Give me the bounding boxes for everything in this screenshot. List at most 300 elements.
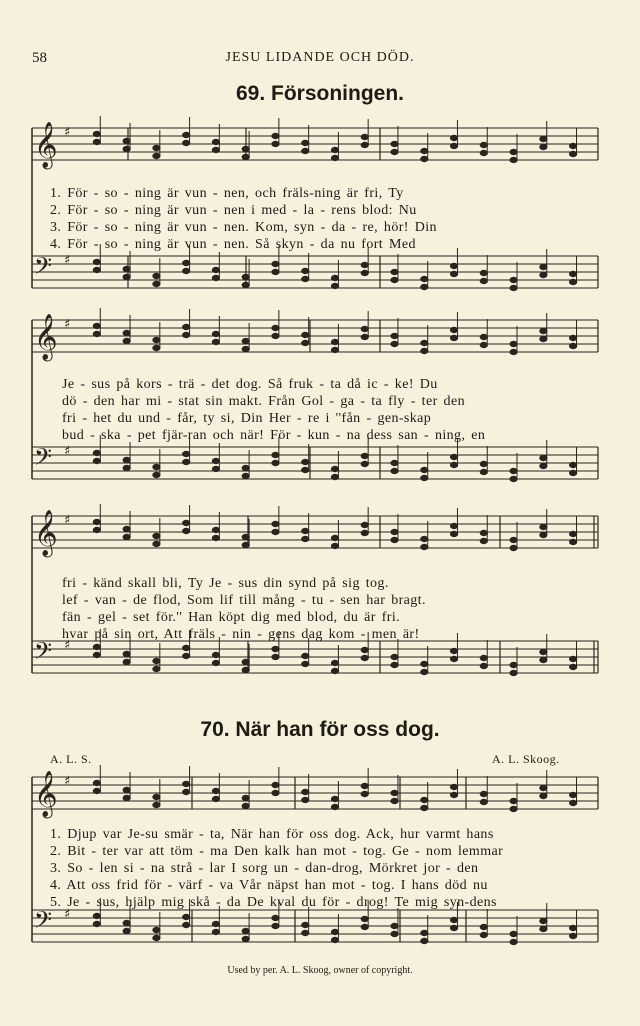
- h69-s2-bass-notehead: [153, 464, 160, 469]
- h70-s1-bass-notehead: [302, 930, 309, 935]
- h69-s3-treble-notehead: [361, 522, 368, 527]
- lyric-line: dö - den har mi - stat sin makt. Från Gol - ga - ta fly - ter den: [62, 394, 465, 409]
- h70-s1-bass-notehead: [361, 924, 368, 929]
- h70-s1-bass-notehead: [123, 928, 130, 933]
- h69-s2-bass-notehead: [123, 457, 130, 462]
- h69-s2-bass-notehead: [510, 468, 517, 473]
- h70-s1-bass-notehead: [212, 921, 219, 926]
- lyric-line: 3. För - so - ning är vun - nen. Kom, syn - da - re, hör! Din: [50, 220, 437, 235]
- h69-s2-treble-notehead: [183, 324, 190, 329]
- lyric-line: fri - känd skall bli, Ty Je - sus din synd på sig tog.: [62, 576, 389, 591]
- h69-s1-treble-notehead: [123, 138, 130, 143]
- h70-s1-treble-notehead: [361, 791, 368, 796]
- h69-s1-treble-notehead: [510, 157, 517, 162]
- hymn-70-composer: A. L. Skoog.: [492, 752, 560, 766]
- h69-s2-bass-notehead: [570, 462, 577, 467]
- h70-s1-treble-notehead: [421, 805, 428, 810]
- hymn-69-system-1-lyrics: [50, 185, 598, 253]
- h70-s1-treble-notehead: [421, 797, 428, 802]
- h69-s2-treble-notehead: [421, 348, 428, 353]
- h69-s1-bass-notehead: [540, 264, 547, 269]
- h69-s3-bass-notehead: [331, 668, 338, 673]
- h70-s1-treble-notehead: [242, 803, 249, 808]
- h69-s3-bass-notehead: [183, 653, 190, 658]
- h69-s1-bass-notehead: [331, 283, 338, 288]
- h69-s3-bass-notehead: [331, 660, 338, 665]
- h69-s2-treble-notehead: [123, 338, 130, 343]
- h69-s2-bass-notehead: [391, 460, 398, 465]
- h69-s2-bass-notehead: [153, 472, 160, 477]
- h69-s2-treble-notehead: [540, 336, 547, 341]
- h70-s1-treble-notehead: [272, 782, 279, 787]
- h69-s1-bass-notehead: [331, 275, 338, 280]
- h69-s1-treble-notehead: [242, 154, 249, 159]
- h69-s3-bass-notehead: [123, 659, 130, 664]
- h69-s2-bass-notehead: [540, 463, 547, 468]
- h69-s2-treble-notehead: [212, 331, 219, 336]
- h69-s3-bass-notehead: [242, 659, 249, 664]
- h70-s1-bass-notehead: [93, 921, 100, 926]
- h69-s1-treble-notehead: [183, 140, 190, 145]
- h69-s3-treble-notehead: [272, 529, 279, 534]
- h69-s1-treble-notehead: [242, 146, 249, 151]
- h70-s1-bass-notehead: [331, 929, 338, 934]
- h69-s3-bass-notehead: [242, 667, 249, 672]
- h70-s1-bass-notehead: [570, 925, 577, 930]
- h70-s1-treble-notehead: [570, 792, 577, 797]
- h69-s2-treble-notehead: [153, 345, 160, 350]
- h69-s1-treble-notehead: [272, 141, 279, 146]
- h70-s1-bass-notehead: [540, 926, 547, 931]
- h69-s1-treble-notehead: [123, 146, 130, 151]
- h70-s1-bass-notehead: [302, 922, 309, 927]
- h69-s2-treble-notehead: [510, 341, 517, 346]
- h70-s1-bass-notehead: [153, 927, 160, 932]
- h70-s1-bass-notehead: [450, 917, 457, 922]
- treble-clef-icon: 𝄞: [34, 314, 58, 360]
- h69-s3-treble-notehead: [480, 538, 487, 543]
- h69-s1-bass-notehead: [93, 259, 100, 264]
- h69-s3-bass-notehead: [123, 651, 130, 656]
- h69-s3-treble-notehead: [361, 530, 368, 535]
- h69-s1-treble-notehead: [302, 140, 309, 145]
- h69-s2-bass-notehead: [123, 465, 130, 470]
- h69-s2-treble-notehead: [272, 333, 279, 338]
- h69-s1-bass-notehead: [242, 274, 249, 279]
- h69-s1-bass-notehead: [510, 285, 517, 290]
- hymn-69-system-2-lyrics: [62, 376, 610, 444]
- h69-s2-bass-notehead: [421, 467, 428, 472]
- h69-s2-treble-notehead: [302, 332, 309, 337]
- h69-s3-treble-notehead: [480, 530, 487, 535]
- h69-s2-bass-notehead: [93, 450, 100, 455]
- h69-s2-bass-notehead: [480, 461, 487, 466]
- h69-s2-treble-notehead: [361, 334, 368, 339]
- h70-s1-treble-notehead: [480, 799, 487, 804]
- h69-s1-bass-notehead: [123, 274, 130, 279]
- h69-s2-bass-notehead: [570, 470, 577, 475]
- h70-s1-bass-notehead: [242, 936, 249, 941]
- h69-s2-bass-notehead: [302, 467, 309, 472]
- h70-s1-bass-notehead: [183, 914, 190, 919]
- h69-s1-bass-notehead: [570, 271, 577, 276]
- h69-s2-treble-notehead: [302, 340, 309, 345]
- bass-clef-icon: 𝄢: [34, 252, 53, 285]
- h70-s1-treble-notehead: [93, 780, 100, 785]
- h69-s3-treble-notehead: [153, 533, 160, 538]
- h69-s3-treble-notehead: [421, 544, 428, 549]
- h69-s2-treble-notehead: [331, 339, 338, 344]
- h69-s1-bass-notehead: [183, 260, 190, 265]
- h70-s1-treble-notehead: [510, 798, 517, 803]
- h69-s2-bass-notehead: [331, 466, 338, 471]
- hymn-70-title: 70. När han för oss dog.: [200, 718, 440, 741]
- h69-s1-bass-notehead: [212, 267, 219, 272]
- h70-s1-treble-notehead: [212, 796, 219, 801]
- h70-s1-treble-notehead: [183, 789, 190, 794]
- h69-s1-treble-notehead: [570, 151, 577, 156]
- h69-s3-treble-notehead: [570, 539, 577, 544]
- h70-s1-bass-notehead: [272, 923, 279, 928]
- lyric-line: 2. För - so - ning är vun - nen i med - la - rens blod: Nu: [50, 203, 417, 218]
- lyric-line: hvar på sin ort, Att fräls - nin - gens dag kom - men är!: [62, 627, 420, 642]
- h69-s3-treble-notehead: [302, 536, 309, 541]
- h69-s1-bass-notehead: [480, 270, 487, 275]
- page-number: 58: [32, 50, 47, 66]
- h69-s3-treble-notehead: [272, 521, 279, 526]
- h69-s3-treble-notehead: [93, 519, 100, 524]
- h69-s1-treble-notehead: [450, 135, 457, 140]
- sharp-icon: ♯: [64, 125, 71, 140]
- h69-s1-bass-notehead: [153, 273, 160, 278]
- h70-s1-bass-notehead: [183, 922, 190, 927]
- h69-s1-bass-notehead: [183, 268, 190, 273]
- h69-s3-bass-notehead: [450, 648, 457, 653]
- h69-s1-bass-notehead: [272, 269, 279, 274]
- h70-s1-treble-notehead: [183, 781, 190, 786]
- h69-s2-treble-notehead: [480, 342, 487, 347]
- treble-clef-icon: 𝄞: [34, 510, 58, 556]
- h70-s1-bass-notehead: [93, 913, 100, 918]
- h70-s1-bass-notehead: [450, 925, 457, 930]
- h69-s1-bass-notehead: [302, 276, 309, 281]
- h69-s2-bass-notehead: [510, 476, 517, 481]
- h69-s2-treble-notehead: [153, 337, 160, 342]
- h69-s3-bass-notehead: [302, 653, 309, 658]
- h70-s1-treble-notehead: [302, 797, 309, 802]
- h70-s1-bass-notehead: [391, 931, 398, 936]
- h70-s1-treble-notehead: [212, 788, 219, 793]
- sharp-icon: ♯: [64, 444, 71, 459]
- h69-s2-treble-notehead: [391, 341, 398, 346]
- lyric-line: fän - gel - set för.'' Han köpt dig med blod, du är fri.: [62, 610, 401, 625]
- h70-s1-bass-notehead: [272, 915, 279, 920]
- h69-s2-bass-notehead: [450, 454, 457, 459]
- h70-s1-bass-notehead: [510, 939, 517, 944]
- h69-s3-treble-notehead: [510, 545, 517, 550]
- sharp-icon: ♯: [64, 638, 71, 653]
- h69-s1-treble-notehead: [391, 141, 398, 146]
- h70-s1-treble-notehead: [123, 787, 130, 792]
- h69-s3-bass-notehead: [510, 670, 517, 675]
- h69-s3-treble-notehead: [391, 529, 398, 534]
- h69-s2-bass-notehead: [212, 458, 219, 463]
- sharp-icon: ♯: [64, 317, 71, 332]
- h69-s2-bass-notehead: [93, 458, 100, 463]
- h69-s3-treble-notehead: [391, 537, 398, 542]
- h69-s1-treble-notehead: [570, 143, 577, 148]
- h69-s1-treble-notehead: [361, 134, 368, 139]
- h69-s1-treble-notehead: [480, 142, 487, 147]
- lyric-line: 1. För - so - ning är vun - nen, och fräls-ning är fri, Ty: [50, 186, 404, 201]
- h69-s1-treble-notehead: [93, 131, 100, 136]
- h69-s1-treble-notehead: [153, 153, 160, 158]
- h69-s2-bass-notehead: [331, 474, 338, 479]
- h69-s2-bass-notehead: [480, 469, 487, 474]
- h69-s3-treble-notehead: [123, 534, 130, 539]
- lyric-line: Je - sus på kors - trä - det dog. Så fruk - ta då ic - ke! Du: [62, 377, 438, 392]
- h69-s1-bass-notehead: [302, 268, 309, 273]
- h69-s3-bass-notehead: [93, 652, 100, 657]
- h69-s2-bass-notehead: [183, 451, 190, 456]
- h69-s3-bass-notehead: [421, 669, 428, 674]
- h69-s1-treble-notehead: [391, 149, 398, 154]
- h69-s1-bass-notehead: [93, 267, 100, 272]
- h69-s2-bass-notehead: [302, 459, 309, 464]
- sharp-icon: ♯: [64, 513, 71, 528]
- h70-s1-treble-notehead: [480, 791, 487, 796]
- h70-s1-treble-notehead: [123, 795, 130, 800]
- h69-s2-bass-notehead: [391, 468, 398, 473]
- h69-s3-treble-notehead: [183, 520, 190, 525]
- h70-s1-treble-notehead: [391, 790, 398, 795]
- lyric-line: 4. För - so - ning är vun - nen. Så skyn - da nu fort Med: [50, 237, 416, 252]
- h69-s2-treble-notehead: [123, 330, 130, 335]
- h70-s1-treble-notehead: [331, 804, 338, 809]
- h69-s1-treble-notehead: [510, 149, 517, 154]
- h69-s2-bass-notehead: [272, 460, 279, 465]
- h70-s1-bass-notehead: [242, 928, 249, 933]
- h69-s1-bass-notehead: [153, 281, 160, 286]
- h69-s1-bass-notehead: [421, 284, 428, 289]
- h70-s1-bass-notehead: [421, 930, 428, 935]
- lyric-line: lef - van - de flod, Som lif till mång - tu - sen har bragt.: [62, 593, 426, 608]
- h69-s2-treble-notehead: [93, 323, 100, 328]
- h69-s3-bass-notehead: [570, 656, 577, 661]
- h69-s1-bass-notehead: [540, 272, 547, 277]
- h69-s3-bass-notehead: [570, 664, 577, 669]
- h69-s2-treble-notehead: [421, 340, 428, 345]
- h70-s1-treble-notehead: [450, 792, 457, 797]
- h70-s1-treble-notehead: [153, 794, 160, 799]
- h69-s1-bass-notehead: [570, 279, 577, 284]
- h69-s1-treble-notehead: [540, 144, 547, 149]
- h70-s1-bass-notehead: [123, 920, 130, 925]
- h69-s3-bass-notehead: [212, 652, 219, 657]
- h69-s3-bass-notehead: [480, 663, 487, 668]
- h69-s2-bass-notehead: [212, 466, 219, 471]
- h69-s3-bass-notehead: [183, 645, 190, 650]
- lyric-line: bud - ska - pet fjär-ran och när! För - kun - na dess san - ning, en: [62, 428, 486, 443]
- h69-s3-bass-notehead: [391, 662, 398, 667]
- h70-s1-treble-notehead: [361, 783, 368, 788]
- h70-s1-bass-notehead: [540, 918, 547, 923]
- h69-s3-treble-notehead: [540, 532, 547, 537]
- h69-s2-bass-notehead: [361, 453, 368, 458]
- h69-s2-bass-notehead: [450, 462, 457, 467]
- h69-s2-treble-notehead: [93, 331, 100, 336]
- lyric-line: 4. Att oss frid för - värf - va Vår näpst han mot - tog. I hans död nu: [50, 878, 488, 893]
- h69-s2-treble-notehead: [272, 325, 279, 330]
- h69-s2-treble-notehead: [450, 335, 457, 340]
- h70-s1-bass-notehead: [570, 933, 577, 938]
- lyric-line: 2. Bit - ter var att töm - ma Den kalk han mot - tog. Ge - nom lemmar: [50, 844, 504, 859]
- h69-s2-bass-notehead: [183, 459, 190, 464]
- h69-s2-treble-notehead: [242, 338, 249, 343]
- h69-s1-treble-notehead: [480, 150, 487, 155]
- h69-s3-treble-notehead: [331, 535, 338, 540]
- h69-s3-treble-notehead: [331, 543, 338, 548]
- h69-s3-bass-notehead: [93, 644, 100, 649]
- h69-s3-treble-notehead: [570, 531, 577, 536]
- h69-s2-bass-notehead: [242, 473, 249, 478]
- h70-s1-bass-notehead: [480, 924, 487, 929]
- h69-s2-treble-notehead: [183, 332, 190, 337]
- h70-s1-treble-notehead: [540, 793, 547, 798]
- h69-s1-bass-notehead: [212, 275, 219, 280]
- h69-s1-bass-notehead: [361, 270, 368, 275]
- h70-s1-treble-notehead: [510, 806, 517, 811]
- h70-s1-treble-notehead: [570, 800, 577, 805]
- running-title: JESU LIDANDE OCH DÖD.: [225, 50, 415, 65]
- h70-s1-treble-notehead: [302, 789, 309, 794]
- h69-s3-bass-notehead: [540, 649, 547, 654]
- bass-clef-icon: 𝄢: [34, 906, 53, 939]
- h69-s2-treble-notehead: [570, 335, 577, 340]
- h69-s1-treble-notehead: [450, 143, 457, 148]
- treble-clef-icon: 𝄞: [34, 771, 58, 817]
- hymn-69-system-3-lyrics: [62, 575, 610, 643]
- h69-s3-bass-notehead: [272, 654, 279, 659]
- h69-s1-treble-notehead: [272, 133, 279, 138]
- h69-s3-treble-notehead: [421, 536, 428, 541]
- h69-s1-treble-notehead: [421, 156, 428, 161]
- h69-s3-bass-notehead: [480, 655, 487, 660]
- h69-s2-treble-notehead: [391, 333, 398, 338]
- h69-s2-treble-notehead: [361, 326, 368, 331]
- h69-s1-treble-notehead: [183, 132, 190, 137]
- h69-s1-treble-notehead: [331, 155, 338, 160]
- lyric-line: 1. Djup var Je-su smär - ta, När han för oss dog. Ack, hur varmt hans: [50, 827, 494, 842]
- h70-s1-bass-notehead: [510, 931, 517, 936]
- sharp-icon: ♯: [64, 253, 71, 268]
- h70-s1-bass-notehead: [153, 935, 160, 940]
- h69-s1-treble-notehead: [153, 145, 160, 150]
- h69-s2-treble-notehead: [450, 327, 457, 332]
- h69-s3-treble-notehead: [450, 531, 457, 536]
- h69-s3-bass-notehead: [421, 661, 428, 666]
- h69-s3-treble-notehead: [242, 534, 249, 539]
- h70-s1-bass-notehead: [212, 929, 219, 934]
- sharp-icon: ♯: [64, 907, 71, 922]
- h69-s3-treble-notehead: [510, 537, 517, 542]
- h69-s3-bass-notehead: [302, 661, 309, 666]
- h69-s3-bass-notehead: [391, 654, 398, 659]
- h69-s2-bass-notehead: [540, 455, 547, 460]
- h69-s1-bass-notehead: [421, 276, 428, 281]
- h69-s1-bass-notehead: [450, 271, 457, 276]
- h69-s3-treble-notehead: [183, 528, 190, 533]
- h70-s1-bass-notehead: [391, 923, 398, 928]
- h69-s2-treble-notehead: [331, 347, 338, 352]
- h69-s2-bass-notehead: [242, 465, 249, 470]
- h69-s1-bass-notehead: [123, 266, 130, 271]
- lyric-line: 5. Je - sus, hjälp mig skå - da De kval du för - drog! Te mig syn-dens: [50, 895, 497, 910]
- h69-s3-bass-notehead: [153, 666, 160, 671]
- h69-s2-treble-notehead: [212, 339, 219, 344]
- h69-s3-treble-notehead: [212, 535, 219, 540]
- h69-s3-treble-notehead: [242, 542, 249, 547]
- h69-s1-treble-notehead: [212, 147, 219, 152]
- h70-s1-bass-notehead: [331, 937, 338, 942]
- h70-s1-treble-notehead: [93, 788, 100, 793]
- h69-s1-bass-notehead: [272, 261, 279, 266]
- h70-s1-bass-notehead: [361, 916, 368, 921]
- h69-s1-bass-notehead: [242, 282, 249, 287]
- h70-s1-treble-notehead: [391, 798, 398, 803]
- h69-s3-treble-notehead: [540, 524, 547, 529]
- h69-s3-treble-notehead: [212, 527, 219, 532]
- bass-clef-icon: 𝄢: [34, 443, 53, 476]
- lyric-line: fri - het du und - får, ty si, Din Her - re i ''fån - gen-skap: [62, 411, 432, 426]
- h69-s3-bass-notehead: [361, 647, 368, 652]
- h69-s3-bass-notehead: [450, 656, 457, 661]
- h69-s1-treble-notehead: [93, 139, 100, 144]
- h69-s1-bass-notehead: [361, 262, 368, 267]
- h69-s3-bass-notehead: [272, 646, 279, 651]
- h69-s1-treble-notehead: [302, 148, 309, 153]
- bass-clef-icon: 𝄢: [34, 637, 53, 670]
- h69-s2-bass-notehead: [272, 452, 279, 457]
- h69-s3-treble-notehead: [93, 527, 100, 532]
- h69-s1-treble-notehead: [540, 136, 547, 141]
- h69-s2-treble-notehead: [242, 346, 249, 351]
- h70-s1-bass-notehead: [421, 938, 428, 943]
- h69-s2-bass-notehead: [361, 461, 368, 466]
- h70-s1-treble-notehead: [272, 790, 279, 795]
- h69-s3-treble-notehead: [450, 523, 457, 528]
- h69-s1-treble-notehead: [331, 147, 338, 152]
- h69-s2-treble-notehead: [540, 328, 547, 333]
- copyright-note: Used by per. A. L. Skoog, owner of copyright.: [227, 965, 413, 976]
- h70-s1-bass-notehead: [480, 932, 487, 937]
- h69-s3-treble-notehead: [302, 528, 309, 533]
- hymn-70-lyricist: A. L. S.: [50, 752, 92, 766]
- h69-s1-treble-notehead: [421, 148, 428, 153]
- h69-s3-bass-notehead: [153, 658, 160, 663]
- h69-s1-bass-notehead: [391, 277, 398, 282]
- h70-s1-treble-notehead: [450, 784, 457, 789]
- h69-s1-bass-notehead: [480, 278, 487, 283]
- h69-s3-bass-notehead: [540, 657, 547, 662]
- h70-s1-treble-notehead: [242, 795, 249, 800]
- h69-s2-bass-notehead: [421, 475, 428, 480]
- sharp-icon: ♯: [64, 774, 71, 789]
- h69-s3-bass-notehead: [510, 662, 517, 667]
- treble-clef-icon: 𝄞: [34, 122, 58, 168]
- h70-s1-treble-notehead: [153, 802, 160, 807]
- h69-s1-bass-notehead: [510, 277, 517, 282]
